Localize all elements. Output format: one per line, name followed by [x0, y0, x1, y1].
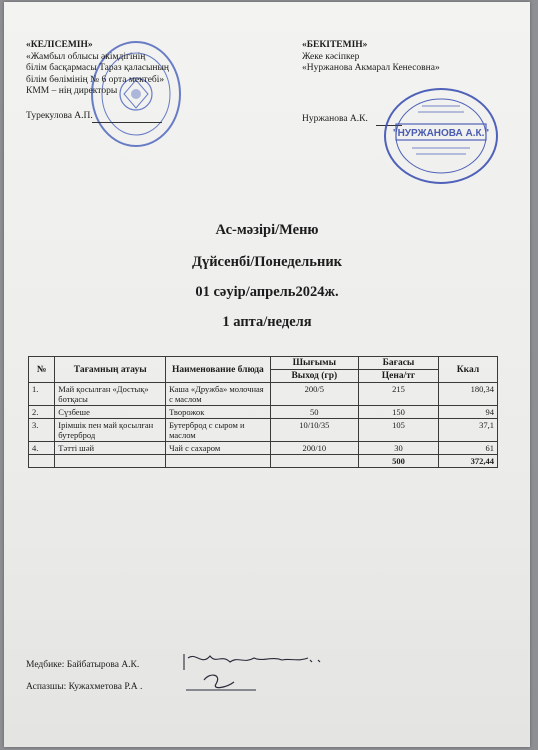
- row-kcal: 94: [439, 406, 498, 419]
- entrepreneur-round-seal: [382, 86, 500, 186]
- table-row: [29, 406, 498, 419]
- agreed-line: білім бөлімінің № 6 орта мектебі»: [26, 74, 165, 85]
- row-output: 10/10/35: [270, 419, 358, 442]
- row-num: 1.: [29, 383, 55, 406]
- total-kcal: 372,44: [439, 455, 498, 468]
- header-num: №: [29, 357, 55, 383]
- approved-block: [302, 40, 502, 75]
- row-output: 50: [270, 406, 358, 419]
- header-name-ru: Наименование блюда: [166, 357, 271, 383]
- agreed-heading: «КЕЛІСЕМІН»: [26, 40, 93, 50]
- row-price: 215: [358, 383, 438, 406]
- table-row: [29, 383, 498, 406]
- row-num: 3.: [29, 419, 55, 442]
- header-price-kz: Бағасы: [358, 357, 438, 370]
- row-name-kz: Сүзбеше: [55, 406, 166, 419]
- agreed-line: КММ – нің директоры: [26, 86, 118, 96]
- row-kcal: 180,34: [439, 383, 498, 406]
- header-output-kz: Шығымы: [270, 357, 358, 370]
- approved-line: «Нуржанова Акмарал Кенесовна»: [302, 63, 440, 73]
- seal-name-text: "НУРЖАНОВА А.К.": [392, 128, 490, 139]
- row-kcal: 37,1: [439, 419, 498, 442]
- row-output: 200/5: [270, 383, 358, 406]
- approved-heading: «БЕКІТЕМІН»: [302, 40, 368, 50]
- row-num: 4.: [29, 442, 55, 455]
- agreed-line: «Жамбыл облысы әкімдігінің: [26, 51, 146, 62]
- nurse-signature-label: Медбике: Байбатырова А.К.: [26, 660, 140, 670]
- row-name-kz: Ірімшік пен май қосылған бутерброд: [55, 419, 166, 442]
- row-output: 200/10: [270, 442, 358, 455]
- header-output-ru: Выход (гр): [270, 370, 358, 383]
- row-name-ru: Творожок: [166, 406, 271, 419]
- row-name-ru: Бутерброд с сыром и маслом: [166, 419, 271, 442]
- row-name-ru: Чай с сахаром: [166, 442, 271, 455]
- cook-signature-label: Аспазшы: Кужахметова Р.А .: [26, 682, 143, 692]
- row-price: 30: [358, 442, 438, 455]
- total-price: 500: [358, 455, 438, 468]
- day-title: Дүйсенбі/Понедельник: [191, 254, 343, 270]
- date-title: 01 сәуір/апрель2024ж.: [195, 284, 339, 300]
- approved-line: Жеке кәсіпкер: [302, 51, 360, 62]
- table-row: [29, 442, 498, 455]
- agreed-line: білім басқармасы Тараз қаласының: [26, 63, 169, 73]
- header-price-ru: Цена/тг: [358, 370, 438, 383]
- agreed-signer: Турекулова А.П.: [26, 111, 93, 121]
- table-row: [29, 419, 498, 442]
- row-name-kz: Май қосылған «Достық» ботқасы: [55, 383, 166, 406]
- header-kcal: Ккал: [439, 357, 498, 383]
- menu-table: [28, 356, 498, 468]
- document-sheet: [4, 2, 530, 747]
- menu-title: Ас-мәзірі/Меню: [215, 222, 319, 238]
- handwritten-signatures: [182, 650, 332, 700]
- week-title: 1 апта/неделя: [222, 314, 312, 330]
- row-price: 150: [358, 406, 438, 419]
- approved-signer: Нуржанова А.К.: [302, 114, 368, 124]
- total-row: [29, 455, 498, 468]
- row-price: 105: [358, 419, 438, 442]
- agreed-block: [26, 40, 216, 98]
- row-name-kz: Тәтті шәй: [55, 442, 166, 455]
- agreed-signature-line: [92, 122, 162, 123]
- row-name-ru: Каша «Дружба» молочная с маслом: [166, 383, 271, 406]
- row-kcal: 61: [439, 442, 498, 455]
- header-name-kz: Тағамның атауы: [55, 357, 166, 383]
- row-num: 2.: [29, 406, 55, 419]
